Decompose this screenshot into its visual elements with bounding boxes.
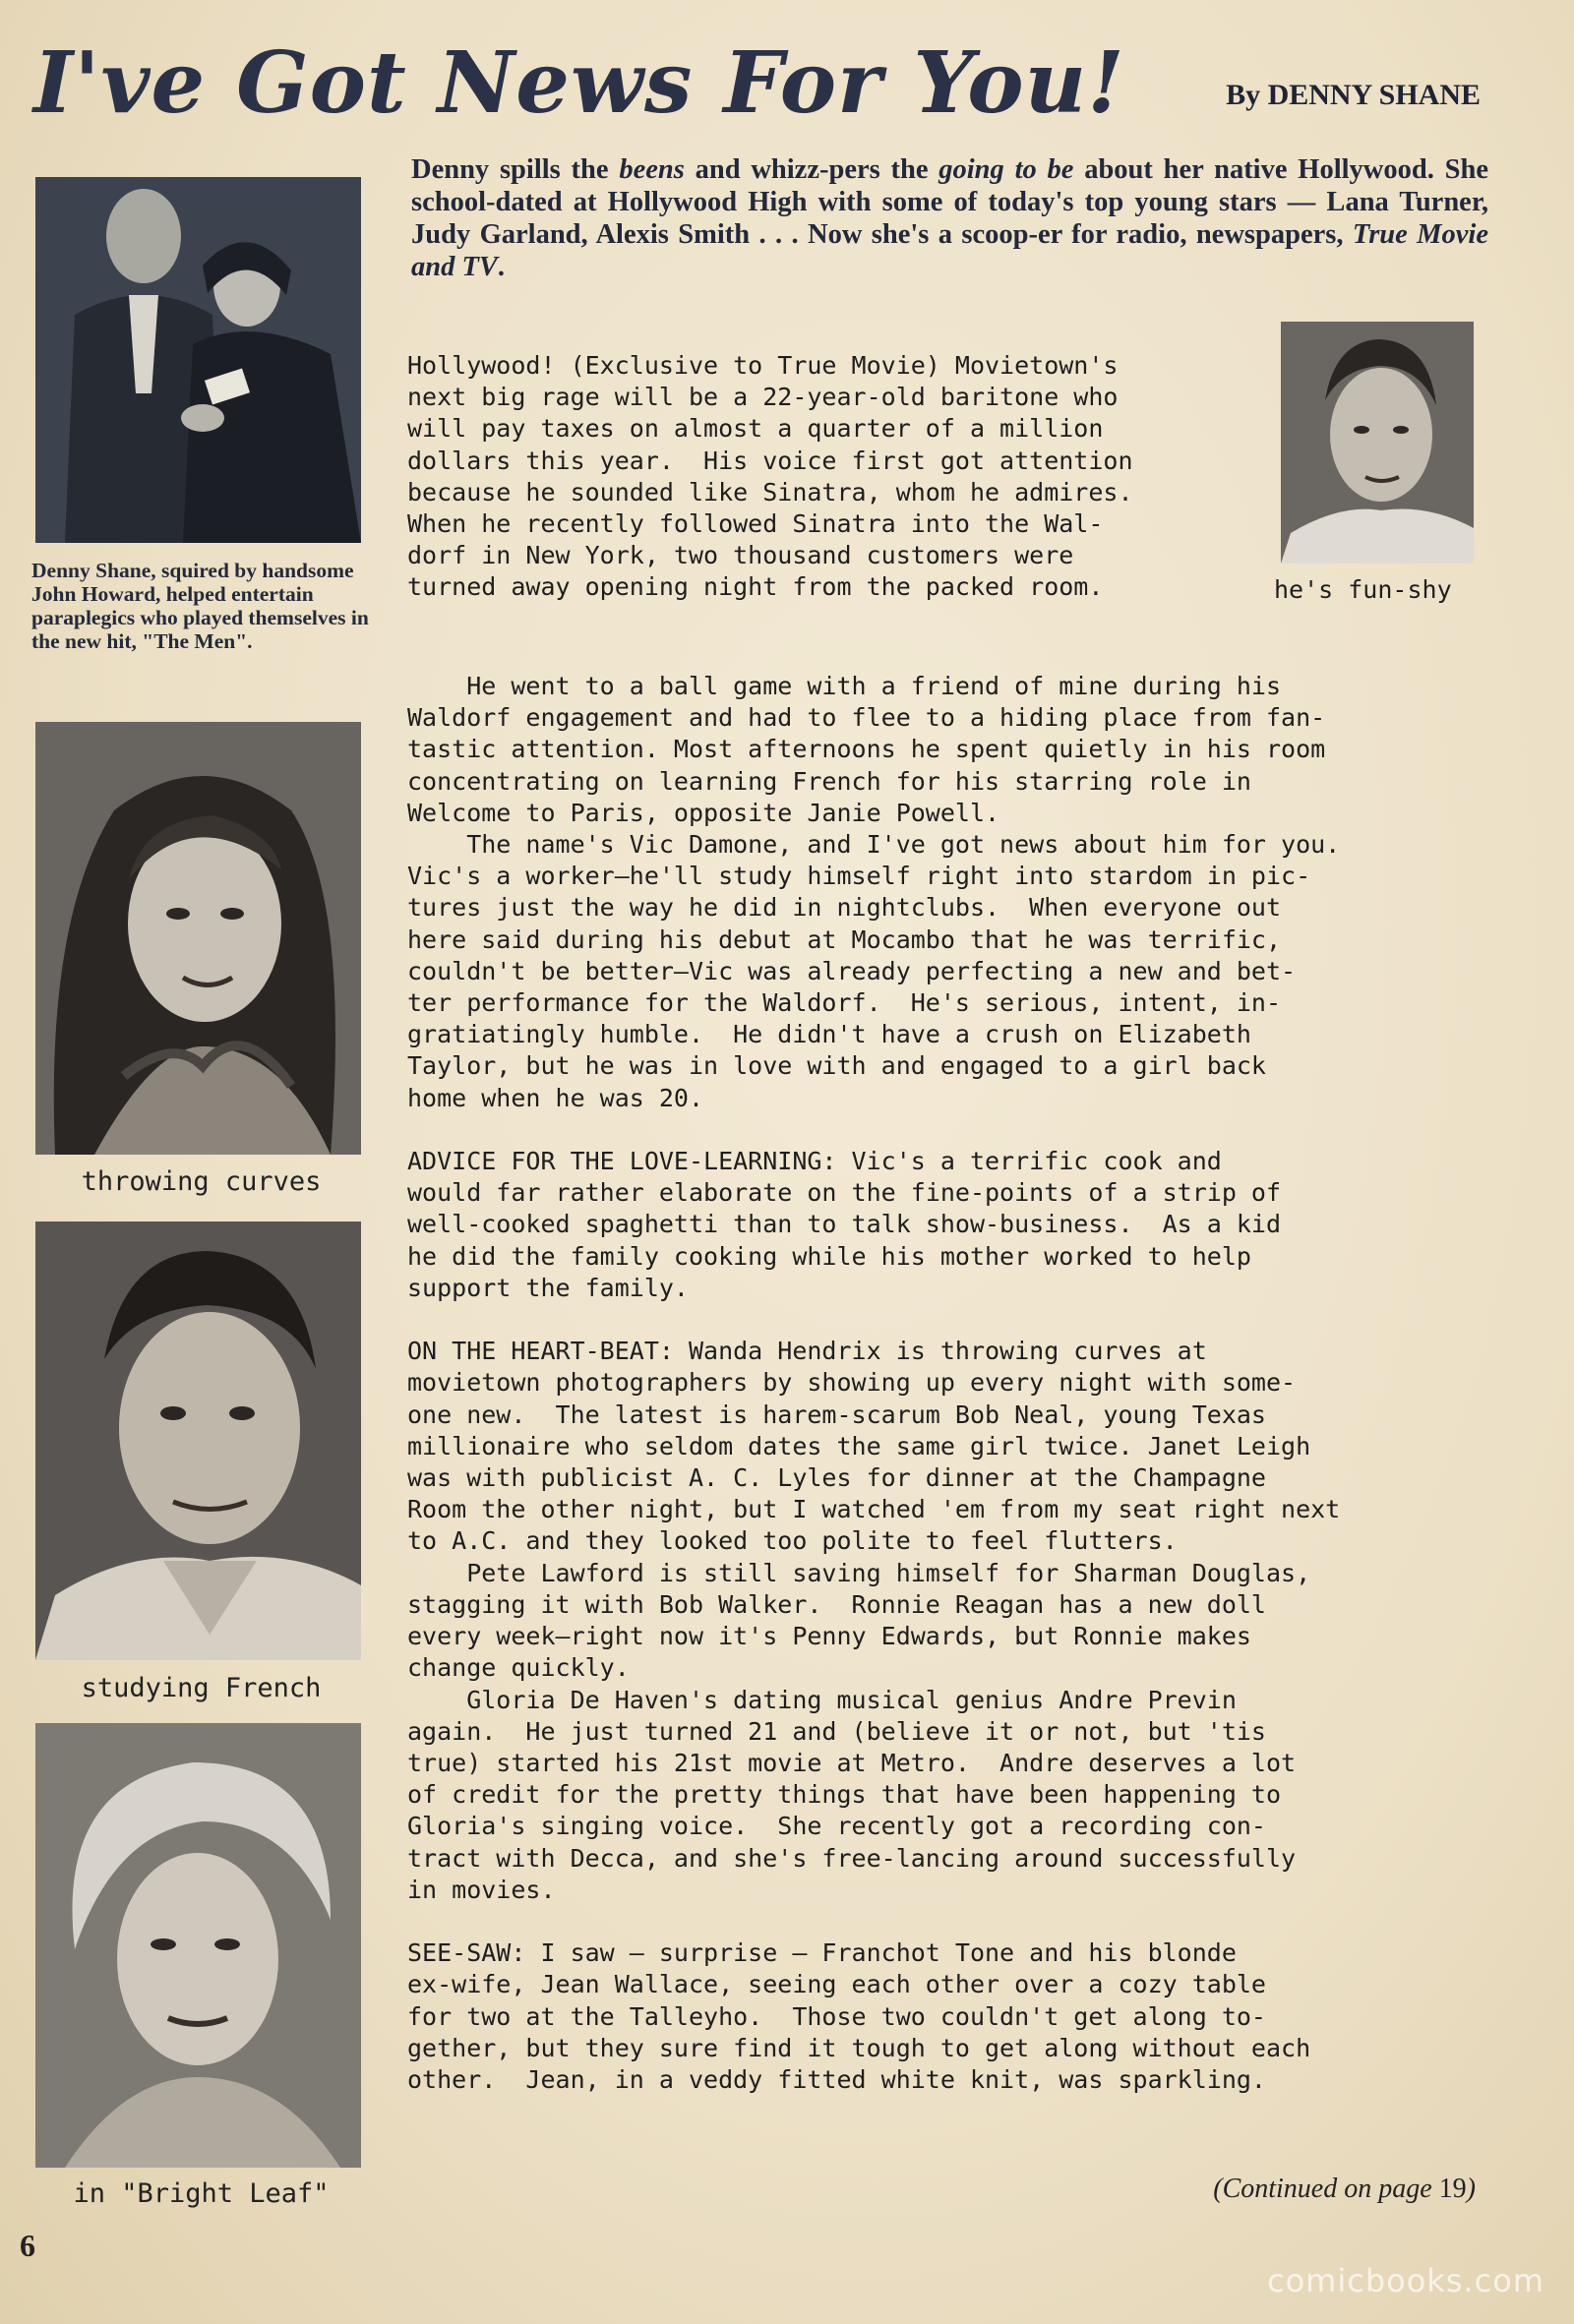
photo-bright-leaf bbox=[35, 1723, 361, 2168]
byline: By DENNY SHANE bbox=[1226, 79, 1481, 111]
caption-fun-shy: he's fun-shy bbox=[1274, 575, 1452, 604]
lead-paragraph: Hollywood! (Exclusive to True Movie) Movietown's next big rage will be a 22-year-old baritone who will pay taxes on almost a quarter of a million dollars this year. His voice first got attention because he sounded like Sinatra, whom he admires. When he recently followed Sinatra into the Wal- dorf in New York, two thousand customers were turned away opening night from the packed room. bbox=[407, 351, 1133, 602]
photo-vic-damone bbox=[35, 1222, 361, 1660]
watermark: comicbooks.com bbox=[1266, 2262, 1544, 2299]
caption-throwing-curves: throwing curves bbox=[81, 1166, 322, 1197]
photo-wanda-hendrix bbox=[35, 722, 361, 1155]
article-title: I've Got News For You! bbox=[33, 33, 1125, 133]
photo-inset-portrait bbox=[1281, 322, 1474, 564]
caption-denny-shane: Denny Shane, squired by handsome John Howard, helped entertain paraplegics who played themselves in the new hit, "The Men". bbox=[31, 559, 369, 653]
caption-bright-leaf: in "Bright Leaf" bbox=[73, 2178, 330, 2209]
intro-paragraph: Denny spills the beens and whizz-pers the going to be about her native Hollywood. She school-dated at Hollywood High with some of today's top young stars — Lana Turner, Judy Garland, Alexis Smith . . . Now she's a scoop-er for radio, newspapers, True Movie and TV. bbox=[411, 154, 1488, 282]
page-number: 6 bbox=[20, 2228, 35, 2263]
photo-denny-and-john-howard bbox=[35, 177, 361, 543]
article-body: He went to a ball game with a friend of mine during his Waldorf engagement and had to flee to a hiding place from fan- tastic attention. Most afternoons he spent quietly in his room concentrating on learning French for his starring role in Welcome to Paris, opposite Janie Powell. The name's Vic Damone, and I've got news about him for you. Vic's a worker—he'll study himself right into stardom in pic- tures just the way he did in nightclubs. When everyone out here said during his debut at Mocambo that he was terrific, couldn't be better—Vic was already perfecting a new and bet- ter performance for the Waldorf. He's serious, intent, in- gratiatingly humble. He didn't have a crush on Elizabeth Taylor, but he was in love with and engaged to a girl back home when he was 20. ADVICE FOR THE LOVE-LEARNING: Vic's a terrific cook and would far rather elaborate on the fine-points of a strip of well-cooked spaghetti than to talk show-business. As a kid he did the family cooking while his mother worked to help support the family. ON THE HEART-BEAT: Wanda Hendrix is throwing curves at movietown photographers by showing up every night with some- one new. The latest is harem-scarum Bob Neal, young Texas millionaire who seldom dates the same girl twice. Janet Leigh was with publicist A. C. Lyles for dinner at the Champagne Room the other night, but I watched 'em from my seat right next to A.C. and they looked too polite to feel flutters. Pete Lawford is still saving himself for Sharman Douglas, stagging it with Bob Walker. Ronnie Reagan has a new doll every week—right now it's Penny Edwards, but Ronnie makes change quickly. Gloria De Haven's dating musical genius Andre Previn again. He just turned 21 and (believe it or not, but 'tis true) started his 21st movie at Metro. Andre deserves a lot of credit for the pretty things that have been happening to Gloria's singing voice. She recently got a recording con- tract with Decca, and she's free-lancing around successfully in movies. SEE-SAW: I saw — surprise — Franchot Tone and his blonde ex-wife, Jean Wallace, seeing each other over a cozy table for two at the Talleyho. Those two couldn't get along to- gether, but they sure find it tough to get along without each other. Jean, in a veddy fitted white knit, was sparkling. bbox=[407, 672, 1341, 2094]
continued-note: (Continued on page 19) bbox=[1213, 2174, 1476, 2204]
caption-studying-french: studying French bbox=[81, 1673, 322, 1703]
